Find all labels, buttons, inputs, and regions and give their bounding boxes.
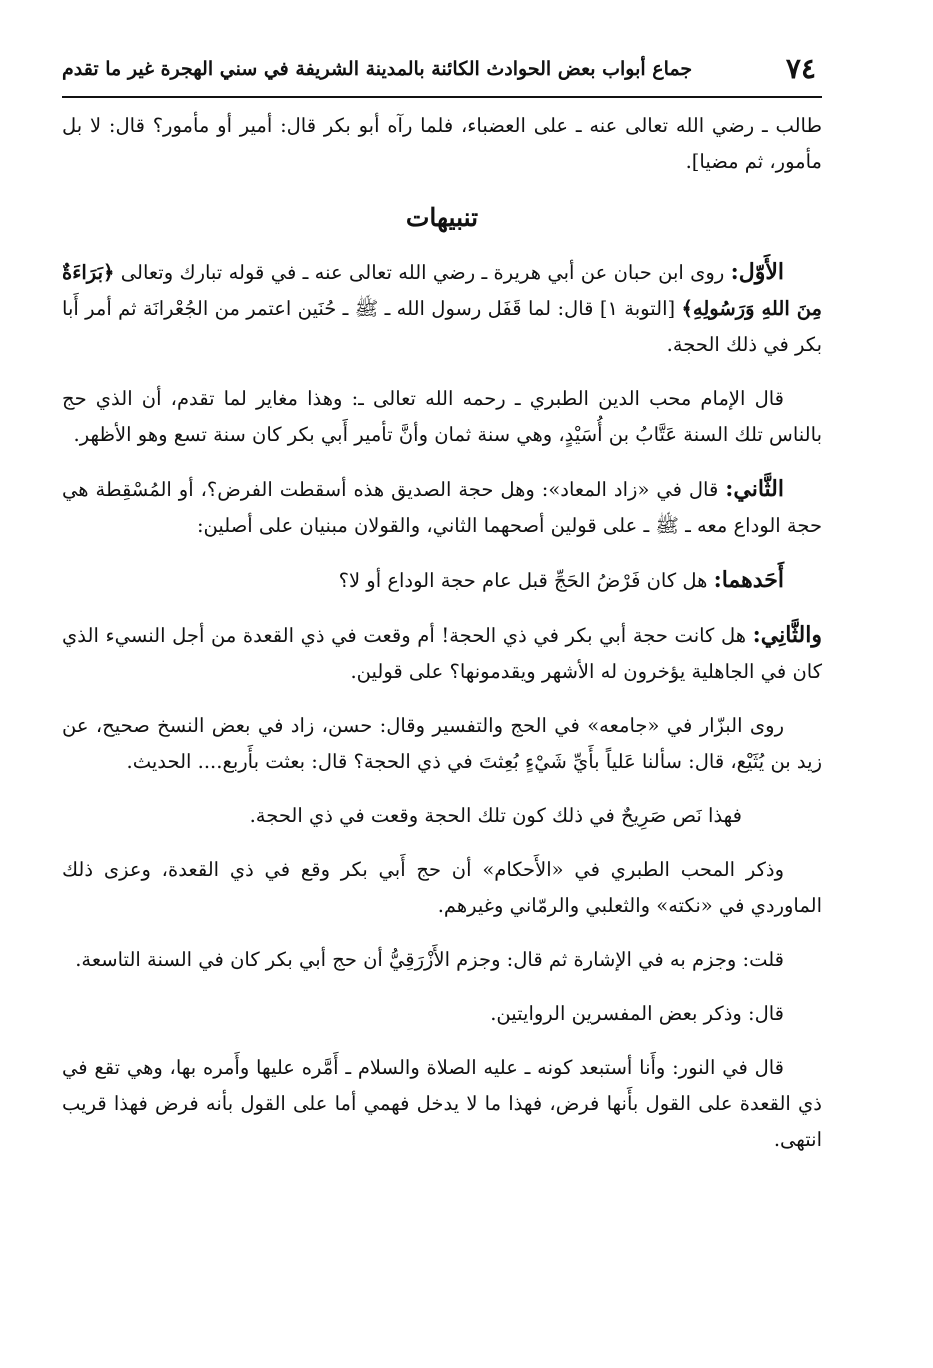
section-heading: تنبيهات: [405, 203, 479, 232]
ahkam-paragraph: وذكر المحب الطبري في «الأَحكام» أن حج أَبي بكر وقع في ذي القعدة، وعزى ذلك الماوردي في «نكته» والثعلبي والرمّاني وغيرهم.: [62, 858, 822, 917]
page-number: ٧٤: [785, 52, 816, 85]
quran-verse: ﴿بَرَاءَةٌ مِنَ اللهِ وَرَسُولِهِ﴾: [62, 261, 822, 320]
mufassirin-paragraph: قال: وذكر بعض المفسرين الروايتين.: [490, 1002, 784, 1025]
first-note-text: روى ابن حبان عن أبي هريرة ـ رضي الله تعالى عنه ـ في قوله تبارك وتعالى: [114, 261, 731, 284]
explicit-text-paragraph: فهذا نَص صَرِيحٌ في ذلك كون تلك الحجة وقعت في ذي الحجة.: [249, 804, 742, 827]
running-title: جماع أبواب بعض الحوادث الكائنة بالمدينة الشريفة في سني الهجرة غير ما تقدم: [62, 58, 693, 80]
first-note-text-cont: [التوبة ١] قال: لما قَفَل رسول الله ـ ﷺ ـ حُنَين اعتمر من الجُعْرانَة ثم أمر أَبا بكر في ذلك الحجة.: [62, 297, 822, 356]
second-principle-lead: والثَّانِي:: [752, 622, 822, 648]
first-principle-lead: أَحَدهما:: [713, 567, 784, 593]
second-note-paragraph: [62, 471, 822, 544]
second-principle-paragraph: [62, 617, 822, 690]
page-header: [62, 44, 822, 98]
first-principle-text: هل كان فَرْضُ الحَجِّ قبل عام حجة الوداع أو لا؟: [338, 569, 714, 592]
page-body: [62, 108, 822, 1176]
first-note-paragraph: [62, 254, 822, 363]
tabari-paragraph: قال الإمام محب الدين الطبري ـ رحمه الله تعالى ـ: وهذا مغاير لما تقدم، أن الذي حج بالناس تلك السنة عَتَّابُ بن أُسَيْدٍ، وهي سنة ثمان وأنَّ تأمير أَبي بكر كان سنة تسع وهو الأظهر.: [62, 387, 822, 446]
second-note-lead: الثَّاني:: [725, 476, 784, 502]
first-principle-paragraph: [62, 562, 822, 599]
azraqi-paragraph: قلت: وجزم به في الإشارة ثم قال: وجزم الأَزْرَقِيُّ أن حج أبي بكر كان في السنة التاسعة.: [75, 948, 784, 971]
second-principle-text: هل كانت حجة أبي بكر في ذي الحجة! أم وقعت في ذي القعدة من أجل النسيء الذي كان في الجاهلية يؤخرون له الأشهر ويقدمونها؟ على قولين.: [62, 624, 822, 683]
first-note-lead: الأَوّل:: [730, 259, 784, 285]
nur-paragraph: قال في النور: وأَنا أستبعد كونه ـ عليه الصلاة والسلام ـ أَمَّره عليها وأَمره بها، وهي تقع في ذي القعدة على القول بأَنها فرض، فهذا ما لا يدخل فهمي أما على القول بأنه فرض فهذا قريب انتهى.: [62, 1056, 822, 1151]
bazzar-paragraph: روى البزّار في «جامعه» في الحج والتفسير وقال: حسن، زاد في بعض النسخ صحيح، عن زيد بن يُثَيْع، قال: سألنا عَلياً بأَيِّ شَيْءٍ بُعِثتَ في ذي الحجة؟ قال: بعثت بأَربع.... الحديث.: [62, 714, 822, 773]
second-note-text: قال في «زاد المعاد»: وهل حجة الصديق هذه أسقطت الفرض؟، أو المُسْقِطة هي حجة الوداع معه ـ ﷺ ـ على قولين أصحهما الثاني، والقولان مبنيان على أصلين:: [62, 478, 822, 537]
intro-paragraph: طالب ـ رضي الله تعالى عنه ـ على العضباء، فلما رآه أبو بكر قال: أمير أو مأمور؟ قال: لا بل مأمور، ثم مضيا].: [62, 114, 822, 173]
